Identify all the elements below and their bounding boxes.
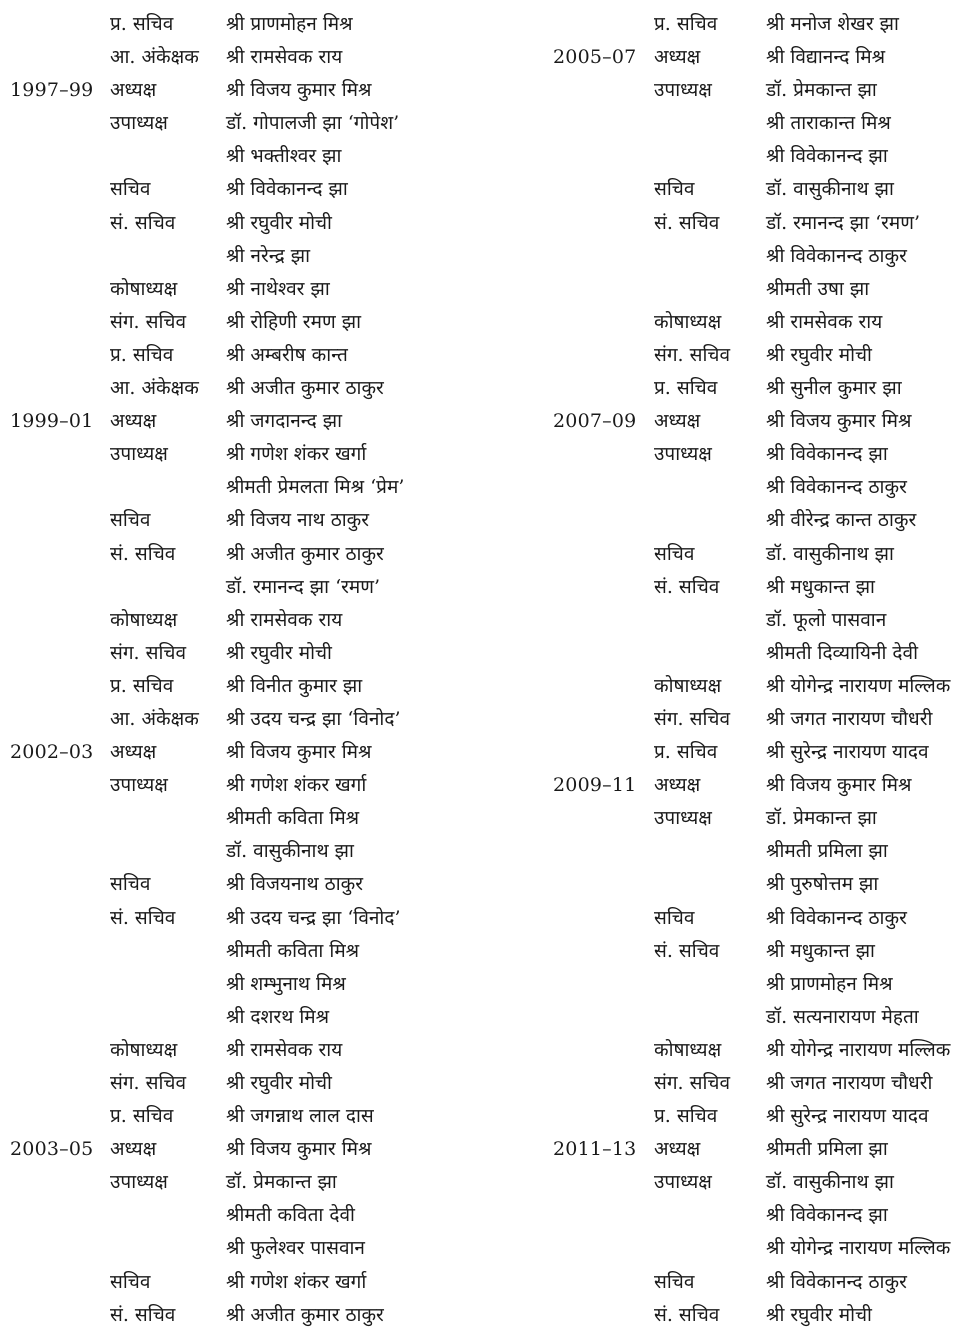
member-name: श्री दशरथ मिश्र — [226, 1005, 330, 1028]
office-bearer-row — [553, 571, 973, 604]
term-year: 2003–05 — [10, 1138, 94, 1161]
term-year: 2005–07 — [553, 46, 637, 69]
post-title: सं. सचिव — [654, 1303, 720, 1326]
post-title: सं. सचिव — [110, 211, 176, 234]
member-name: श्री गणेश शंकर खर्गा — [226, 774, 367, 797]
office-bearer-row — [10, 1034, 460, 1067]
member-name: श्रीमती कविता मिश्र — [226, 807, 360, 830]
post-title: कोषाध्यक्ष — [654, 310, 722, 333]
member-name: श्री रोहिणी रमण झा — [226, 310, 362, 333]
member-name: श्री योगेन्द्र नारायण मल्लिक — [766, 1237, 951, 1260]
member-name: श्री मधुकान्त झा — [766, 939, 875, 962]
office-bearer-row — [10, 1001, 460, 1034]
member-name: श्री विजय कुमार मिश्र — [226, 741, 372, 764]
member-name: श्री विनीत कुमार झा — [226, 674, 363, 697]
office-bearer-row — [553, 835, 973, 868]
office-bearer-row — [10, 240, 460, 273]
office-bearer-row — [10, 107, 460, 140]
office-bearer-row — [553, 471, 973, 504]
member-name: श्री सुनील कुमार झा — [766, 377, 902, 400]
member-name: श्री विवेकानन्द ठाकुर — [766, 906, 907, 929]
member-name: श्री उदय चन्द्र झा ‘विनोद’ — [226, 906, 401, 929]
member-name: श्रीमती कविता मिश्र — [226, 939, 360, 962]
office-bearer-row — [553, 74, 973, 107]
office-bearer-row — [10, 637, 460, 670]
member-name: डॉ. वासुकीनाथ झा — [766, 1171, 894, 1194]
office-bearer-row — [10, 968, 460, 1001]
member-name: श्री मनोज शेखर झा — [766, 13, 899, 35]
post-title: अध्यक्ष — [110, 1138, 157, 1161]
office-bearer-row — [553, 240, 973, 273]
post-title: कोषाध्यक्ष — [654, 674, 722, 697]
post-title: प्र. सचिव — [654, 1105, 718, 1128]
member-name: श्री योगेन्द्र नारायण मल्लिक — [766, 1038, 951, 1061]
member-name: श्रीमती उषा झा — [766, 277, 870, 300]
office-bearer-row — [553, 8, 973, 41]
member-name: श्री विवेकानन्द झा — [766, 443, 888, 466]
member-name: श्रीमती प्रमिला झा — [766, 840, 888, 863]
member-name: श्रीमती कविता देवी — [226, 1204, 355, 1227]
member-name: श्री रघुवीर मोची — [766, 1303, 872, 1326]
office-bearer-row — [553, 968, 973, 1001]
office-bearer-row — [553, 802, 973, 835]
post-title: प्र. सचिव — [110, 343, 174, 366]
post-title: उपाध्यक्ष — [110, 1171, 168, 1194]
member-name: श्री नरेन्द्र झा — [226, 244, 311, 267]
post-title: संग. सचिव — [110, 641, 187, 664]
member-name: श्री वीरेन्द्र कान्त ठाकुर — [766, 509, 917, 532]
member-name: डॉ. प्रेमकान्त झा — [226, 1171, 337, 1194]
office-bearer-row — [553, 1199, 973, 1232]
office-bearer-row — [553, 736, 973, 769]
member-name: श्री विजय कुमार मिश्र — [766, 410, 912, 433]
member-name: श्री रघुवीर मोची — [226, 641, 332, 664]
post-title: आ. अंकेक्षक — [110, 46, 199, 69]
member-name: श्री मधुकान्त झा — [766, 575, 875, 598]
office-bearer-row — [10, 703, 460, 736]
office-bearer-row — [553, 372, 973, 405]
post-title: आ. अंकेक्षक — [110, 707, 199, 730]
member-name: श्री योगेन्द्र नारायण मल्लिक — [766, 674, 951, 697]
post-title: प्र. सचिव — [110, 13, 174, 35]
office-bearer-row — [10, 736, 460, 769]
post-title: सं. सचिव — [110, 542, 176, 565]
member-name: श्री जगन्नाथ लाल दास — [226, 1105, 374, 1128]
post-title: उपाध्यक्ष — [654, 807, 712, 830]
post-title: अध्यक्ष — [654, 46, 701, 69]
term-year: 2002–03 — [10, 741, 94, 764]
post-title: उपाध्यक्ष — [110, 112, 168, 135]
member-name: श्रीमती प्रेमलता मिश्र ‘प्रेम’ — [226, 476, 405, 499]
post-title: कोषाध्यक्ष — [654, 1038, 722, 1061]
term-year: 2011–13 — [553, 1138, 637, 1161]
member-name: श्री विद्यानन्द मिश्र — [766, 46, 886, 69]
member-name: श्री जगत नारायण चौधरी — [766, 707, 933, 730]
office-bearer-row — [553, 902, 973, 935]
office-bearer-row — [10, 471, 460, 504]
member-name: श्री अजीत कुमार ठाकुर — [226, 1303, 384, 1326]
post-title: आ. अंकेक्षक — [110, 377, 199, 400]
post-title: सचिव — [654, 178, 695, 201]
office-bearer-row — [553, 1232, 973, 1265]
member-name: श्री विवेकानन्द झा — [766, 1204, 888, 1227]
member-name: श्री उदय चन्द्र झा ‘विनोद’ — [226, 707, 401, 730]
office-bearer-row — [10, 769, 460, 802]
office-bearer-row — [10, 670, 460, 703]
member-name: श्री गणेश शंकर खर्गा — [226, 1270, 367, 1293]
member-name: श्री जगदानन्द झा — [226, 410, 343, 433]
office-bearer-row — [553, 637, 973, 670]
post-title: प्र. सचिव — [654, 741, 718, 764]
member-name: श्री रामसेवक राय — [766, 310, 883, 333]
post-title: प्र. सचिव — [654, 13, 718, 35]
post-title: उपाध्यक्ष — [110, 443, 168, 466]
post-title: सं. सचिव — [110, 906, 176, 929]
member-name: श्री सुरेन्द्र नारायण यादव — [766, 1105, 929, 1128]
post-title: प्र. सचिव — [654, 377, 718, 400]
office-bearer-row — [10, 1166, 460, 1199]
office-bearer-row — [553, 107, 973, 140]
member-name: श्री विजयनाथ ठाकुर — [226, 873, 363, 896]
office-bearer-row — [10, 207, 460, 240]
office-bearer-row — [553, 1034, 973, 1067]
office-bearer-row — [553, 504, 973, 537]
member-name: श्री शम्भुनाथ मिश्र — [226, 972, 346, 995]
term-year: 1999–01 — [10, 410, 94, 433]
member-name: श्री प्राणमोहन मिश्र — [766, 972, 893, 995]
member-name: श्री गणेश शंकर खर्गा — [226, 443, 367, 466]
post-title: उपाध्यक्ष — [654, 1171, 712, 1194]
office-bearer-row — [553, 1100, 973, 1133]
member-name: श्री अम्बरीष कान्त — [226, 343, 348, 366]
member-name: श्री विवेकानन्द ठाकुर — [766, 1270, 907, 1293]
post-title: उपाध्यक्ष — [654, 79, 712, 102]
office-bearer-row — [553, 1166, 973, 1199]
post-title: सचिव — [654, 1270, 695, 1293]
post-title: सचिव — [110, 1270, 151, 1293]
office-bearer-row — [553, 538, 973, 571]
member-name: श्री अजीत कुमार ठाकुर — [226, 377, 384, 400]
post-title: सचिव — [654, 542, 695, 565]
post-title: कोषाध्यक्ष — [110, 608, 178, 631]
office-bearer-row — [10, 405, 460, 438]
member-name: श्री विवेकानन्द ठाकुर — [766, 244, 907, 267]
post-title: सं. सचिव — [654, 575, 720, 598]
office-bearer-row — [553, 1001, 973, 1034]
post-title: प्र. सचिव — [110, 674, 174, 697]
post-title: अध्यक्ष — [110, 79, 157, 102]
member-name: श्री रामसेवक राय — [226, 46, 343, 69]
office-bearer-row — [10, 935, 460, 968]
member-name: डॉ. प्रेमकान्त झा — [766, 807, 877, 830]
post-title: सं. सचिव — [654, 939, 720, 962]
office-bearer-row — [10, 306, 460, 339]
office-bearer-row — [10, 1232, 460, 1265]
member-name: श्री विवेकानन्द ठाकुर — [766, 476, 907, 499]
office-bearer-row — [10, 273, 460, 306]
office-bearer-row — [10, 802, 460, 835]
office-bearer-row — [10, 140, 460, 173]
post-title: संग. सचिव — [110, 1072, 187, 1094]
member-name: डॉ. वासुकीनाथ झा — [766, 178, 894, 201]
office-bearer-row — [10, 1067, 460, 1100]
post-title: कोषाध्यक्ष — [110, 277, 178, 300]
member-name: श्री सुरेन्द्र नारायण यादव — [766, 741, 929, 764]
left-column — [10, 8, 460, 1332]
member-name: श्री अजीत कुमार ठाकुर — [226, 542, 384, 565]
office-bearer-row — [10, 538, 460, 571]
office-bearer-row — [553, 41, 973, 74]
office-bearer-row — [553, 273, 973, 306]
office-bearer-row — [553, 1266, 973, 1299]
member-name: श्री फुलेश्वर पासवान — [226, 1237, 365, 1260]
post-title: सं. सचिव — [654, 211, 720, 234]
post-title: प्र. सचिव — [110, 1105, 174, 1128]
member-name: श्री पुरुषोत्तम झा — [766, 873, 879, 896]
member-name: श्री विजय कुमार मिश्र — [226, 1138, 372, 1161]
member-name: श्री रघुवीर मोची — [226, 211, 332, 234]
member-name: डॉ. सत्यनारायण मेहता — [766, 1005, 919, 1028]
office-bearer-row — [553, 1133, 973, 1166]
office-bearer-row — [10, 868, 460, 901]
post-title: कोषाध्यक्ष — [110, 1038, 178, 1061]
member-name: श्रीमती दिव्यायिनी देवी — [766, 641, 918, 664]
office-bearer-row — [10, 504, 460, 537]
member-name: श्री विजय नाथ ठाकुर — [226, 509, 370, 532]
office-bearer-row — [10, 1299, 460, 1332]
member-name: डॉ. वासुकीनाथ झा — [226, 840, 354, 863]
office-bearer-row — [10, 8, 460, 41]
post-title: संग. सचिव — [654, 1072, 731, 1094]
term-year: 2009–11 — [553, 774, 637, 797]
member-name: श्री विवेकानन्द झा — [226, 178, 348, 201]
member-name: श्री रामसेवक राय — [226, 1038, 343, 1061]
term-year: 2007–09 — [553, 410, 637, 433]
office-bearer-row — [10, 339, 460, 372]
post-title: संग. सचिव — [654, 343, 731, 366]
office-bearer-row — [553, 935, 973, 968]
post-title: संग. सचिव — [654, 707, 731, 730]
office-bearer-row — [10, 438, 460, 471]
post-title: उपाध्यक्ष — [110, 774, 168, 797]
office-bearer-row — [553, 306, 973, 339]
member-name: डॉ. वासुकीनाथ झा — [766, 542, 894, 565]
member-name: श्री ताराकान्त मिश्र — [766, 112, 891, 135]
member-name: डॉ. गोपालजी झा ‘गोपेश’ — [226, 112, 400, 135]
member-name: श्रीमती प्रमिला झा — [766, 1138, 888, 1161]
office-bearer-row — [10, 41, 460, 74]
office-bearer-row — [553, 438, 973, 471]
post-title: सचिव — [110, 178, 151, 201]
post-title: संग. सचिव — [110, 310, 187, 333]
office-bearer-row — [553, 868, 973, 901]
member-name: श्री विजय कुमार मिश्र — [766, 774, 912, 797]
post-title: सचिव — [654, 906, 695, 929]
office-bearer-row — [10, 173, 460, 206]
office-bearer-row — [553, 769, 973, 802]
post-title: उपाध्यक्ष — [654, 443, 712, 466]
office-bearer-row — [553, 207, 973, 240]
office-bearer-row — [553, 703, 973, 736]
office-bearer-row — [10, 835, 460, 868]
post-title: अध्यक्ष — [110, 741, 157, 764]
office-bearer-row — [553, 670, 973, 703]
office-bearer-row — [553, 405, 973, 438]
office-bearer-row — [10, 902, 460, 935]
post-title: सचिव — [110, 873, 151, 896]
member-name: श्री रघुवीर मोची — [226, 1072, 332, 1094]
office-bearer-row — [553, 604, 973, 637]
post-title: सचिव — [110, 509, 151, 532]
office-bearer-row — [10, 1266, 460, 1299]
member-name: श्री प्राणमोहन मिश्र — [226, 13, 353, 35]
post-title: अध्यक्ष — [654, 410, 701, 433]
office-bearer-row — [553, 1299, 973, 1332]
office-bearer-row — [10, 571, 460, 604]
member-name: डॉ. रमानन्द झा ‘रमण’ — [766, 211, 921, 234]
office-bearer-row — [553, 1067, 973, 1100]
member-name: श्री विजय कुमार मिश्र — [226, 79, 372, 102]
post-title: अध्यक्ष — [654, 774, 701, 797]
right-column — [553, 8, 973, 1332]
member-name: श्री विवेकानन्द झा — [766, 145, 888, 168]
office-bearer-row — [10, 1100, 460, 1133]
office-bearer-row — [553, 140, 973, 173]
member-name: श्री जगत नारायण चौधरी — [766, 1072, 933, 1094]
office-bearer-row — [10, 74, 460, 107]
member-name: श्री भक्तीश्वर झा — [226, 145, 342, 168]
member-name: श्री रामसेवक राय — [226, 608, 343, 631]
member-name: श्री रघुवीर मोची — [766, 343, 872, 366]
office-bearer-row — [10, 604, 460, 637]
office-bearer-row — [10, 372, 460, 405]
member-name: डॉ. रमानन्द झा ‘रमण’ — [226, 575, 381, 598]
member-name: डॉ. फूलो पासवान — [766, 608, 887, 631]
post-title: अध्यक्ष — [654, 1138, 701, 1161]
office-bearer-row — [10, 1133, 460, 1166]
member-name: डॉ. प्रेमकान्त झा — [766, 79, 877, 102]
post-title: सं. सचिव — [110, 1303, 176, 1326]
office-bearer-row — [553, 173, 973, 206]
office-bearer-row — [553, 339, 973, 372]
post-title: अध्यक्ष — [110, 410, 157, 433]
member-name: श्री नाथेश्वर झा — [226, 277, 330, 300]
term-year: 1997–99 — [10, 79, 94, 102]
office-bearer-row — [10, 1199, 460, 1232]
